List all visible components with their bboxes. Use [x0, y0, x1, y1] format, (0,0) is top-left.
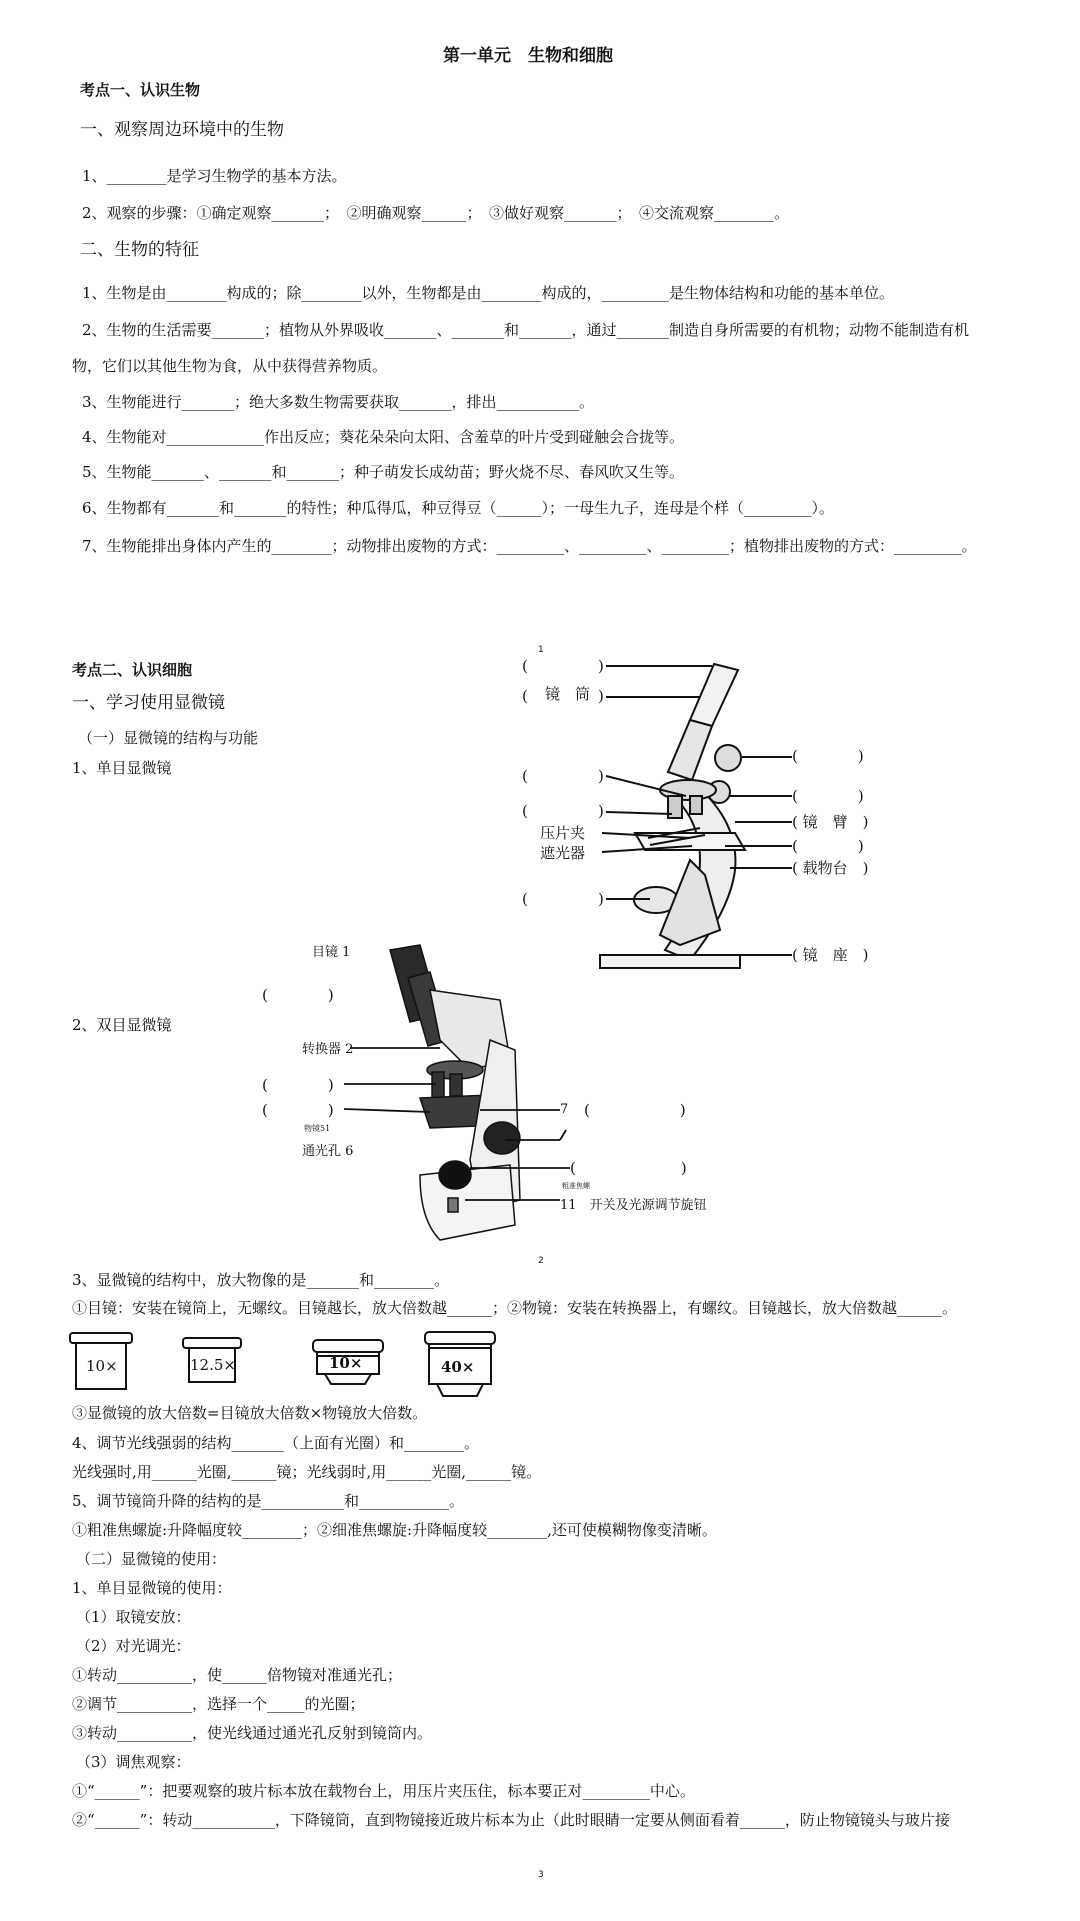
bino-blank-2: ( ): [262, 1076, 334, 1094]
q3b: ③显微镜的放大倍数=目镜放大倍数×物镜放大倍数。: [72, 1404, 428, 1422]
s1-f5: 5、生物能_______、_______和_______；种子萌发长成幼苗；野火烧不尽、春风吹又生等。: [82, 463, 685, 481]
bino-blank-right-1: ( ): [584, 1101, 686, 1119]
mono-paren-left-4: (: [522, 890, 528, 908]
mono-paren-left-3r: ): [598, 802, 604, 820]
q5a: ①粗准焦螺旋:升降幅度较________；②细准焦螺旋:升降幅度较________,还可使模糊物像变清晰。: [72, 1521, 717, 1539]
mono-label-tube: 镜 筒: [545, 685, 591, 703]
lens-label-4: 40×: [441, 1358, 475, 1376]
bino-blank-1: ( ): [262, 986, 334, 1004]
bino-label-switch: 11 开关及光源调节旋钮: [560, 1198, 707, 1213]
mono-label-arm: ( 镜 臂 ): [792, 813, 869, 831]
q5: 5、调节镜筒升降的结构的是___________和____________。: [72, 1492, 465, 1510]
bino-small-label: 物镜51: [304, 1124, 331, 1133]
mono-paren-1b: ): [598, 657, 604, 675]
u1c2: ②“______”：转动___________，下降镜筒，直到物镜接近玻片标本为止（此时眼睛一定要从侧面看着______，防止物镜镜头与玻片接: [72, 1811, 950, 1829]
s1-q1: 1、________是学习生物学的基本方法。: [82, 167, 347, 185]
q3a: ①目镜：安装在镜筒上，无螺纹。目镜越长，放大倍数越______；②物镜：安装在转换器上，有螺纹。目镜越长，放大倍数越______。: [72, 1299, 958, 1317]
u1b1: ①转动__________，使______倍物镜对准通光孔；: [72, 1666, 403, 1684]
page-number-2: 2: [538, 1256, 544, 1266]
page-number-1: 1: [538, 645, 544, 655]
mono-paren-1: (: [522, 657, 528, 675]
s1-f7: 7、生物能排出身体内产生的________；动物排出废物的方式：_________、_________、_________；植物排出废物的方式：_________。: [82, 537, 977, 555]
bino-small-label-2: 粗准焦螺: [562, 1182, 590, 1190]
mono-label-stage: ( 载物台 ): [792, 859, 869, 877]
lens-label-3: 10×: [329, 1354, 363, 1372]
u1: 1、单目显微镜的使用：: [72, 1579, 232, 1597]
bino-blank-right-2: ( ): [570, 1159, 687, 1177]
mono-blank-right-2: ( ): [792, 787, 864, 805]
q4: 4、调节光线强弱的结构_______（上面有光圈）和________。: [72, 1434, 480, 1452]
section1-heading: 考点一、认识生物: [80, 81, 201, 99]
mono-label-diaphragm: 遮光器: [540, 844, 586, 862]
u1a: （1）取镜安放：: [76, 1608, 191, 1626]
page-number-3: 3: [538, 1870, 544, 1880]
s1-f2a: 2、生物的生活需要_______；植物从外界吸收_______、_______和_______，通过_______制造自身所需要的有机物；动物不能制造有机: [82, 321, 970, 339]
bino-label-aperture: 通光孔 6: [302, 1144, 354, 1159]
u1b: （2）对光调光：: [76, 1637, 191, 1655]
mono-paren-left-2: (: [522, 767, 528, 785]
s1-f4: 4、生物能对_____________作出反应；葵花朵朵向太阳、含羞草的叶片受到碰触会合拢等。: [82, 428, 685, 446]
page-title: 第一单元 生物和细胞: [443, 46, 613, 66]
mono-paren-tube: (: [522, 687, 528, 705]
mono-paren-tube-r: ): [598, 687, 604, 705]
mono-blank-right-3: ( ): [792, 837, 864, 855]
mono-paren-left-3: (: [522, 802, 528, 820]
bino-label-nosepiece: 转换器 2: [302, 1042, 354, 1057]
s1-f1: 1、生物是由________构成的；除________以外，生物都是由________构成的，_________是生物体结构和功能的基本单位。: [82, 284, 895, 302]
section1-sub1: 一、观察周边环境中的生物: [80, 120, 284, 140]
q4a: 光线强时,用______光圈,______镜；光线弱时,用______光圈,______镜。: [72, 1463, 542, 1481]
mono-title: 1、单目显微镜: [72, 759, 172, 777]
lens-label-2: 12.5×: [190, 1356, 236, 1374]
s1-q2: 2、观察的步骤：①确定观察_______； ②明确观察______； ③做好观察_______； ④交流观察________。: [82, 204, 790, 222]
s1-f2b: 物，它们以其他生物为食，从中获得营养物质。: [72, 357, 388, 375]
s1-f3: 3、生物能进行_______；绝大多数生物需要获取_______，排出___________。: [82, 393, 595, 411]
section1-sub2: 二、生物的特征: [80, 240, 199, 260]
mono-label-clip: 压片夹: [540, 824, 586, 842]
bino-label-eyepiece: 目镜 1: [312, 945, 351, 960]
s1-f6: 6、生物都有_______和_______的特性；种瓜得瓜，种豆得豆（______）；一母生九子，连母是个样（_________）。: [82, 499, 835, 517]
section2-sub2: （二）显微镜的使用：: [76, 1550, 227, 1568]
bino-blank-3: ( ): [262, 1101, 334, 1119]
mono-blank-right-1: ( ): [792, 747, 864, 765]
lens-label-1: 10×: [86, 1357, 118, 1375]
mono-paren-left-2r: ): [598, 767, 604, 785]
section2-sub1: 一、学习使用显微镜: [72, 693, 225, 713]
mono-label-base: ( 镜 座 ): [792, 946, 869, 964]
u1c: （3）调焦观察：: [76, 1753, 191, 1771]
section2-heading: 考点二、认识细胞: [72, 661, 193, 679]
section2-sub1a: （一）显微镜的结构与功能: [78, 729, 259, 747]
u1b3: ③转动__________，使光线通过通光孔反射到镜筒内。: [72, 1724, 433, 1742]
bino-title: 2、双目显微镜: [72, 1016, 172, 1034]
u1c1: ①“______”：把要观察的玻片标本放在载物台上，用压片夹压住，标本要正对_________中心。: [72, 1782, 695, 1800]
q3: 3、显微镜的结构中，放大物像的是_______和________。: [72, 1271, 450, 1289]
bino-label-7: 7: [560, 1102, 569, 1117]
u1b2: ②调节__________，选择一个_____的光圈；: [72, 1695, 365, 1713]
mono-paren-left-4r: ): [598, 890, 604, 908]
